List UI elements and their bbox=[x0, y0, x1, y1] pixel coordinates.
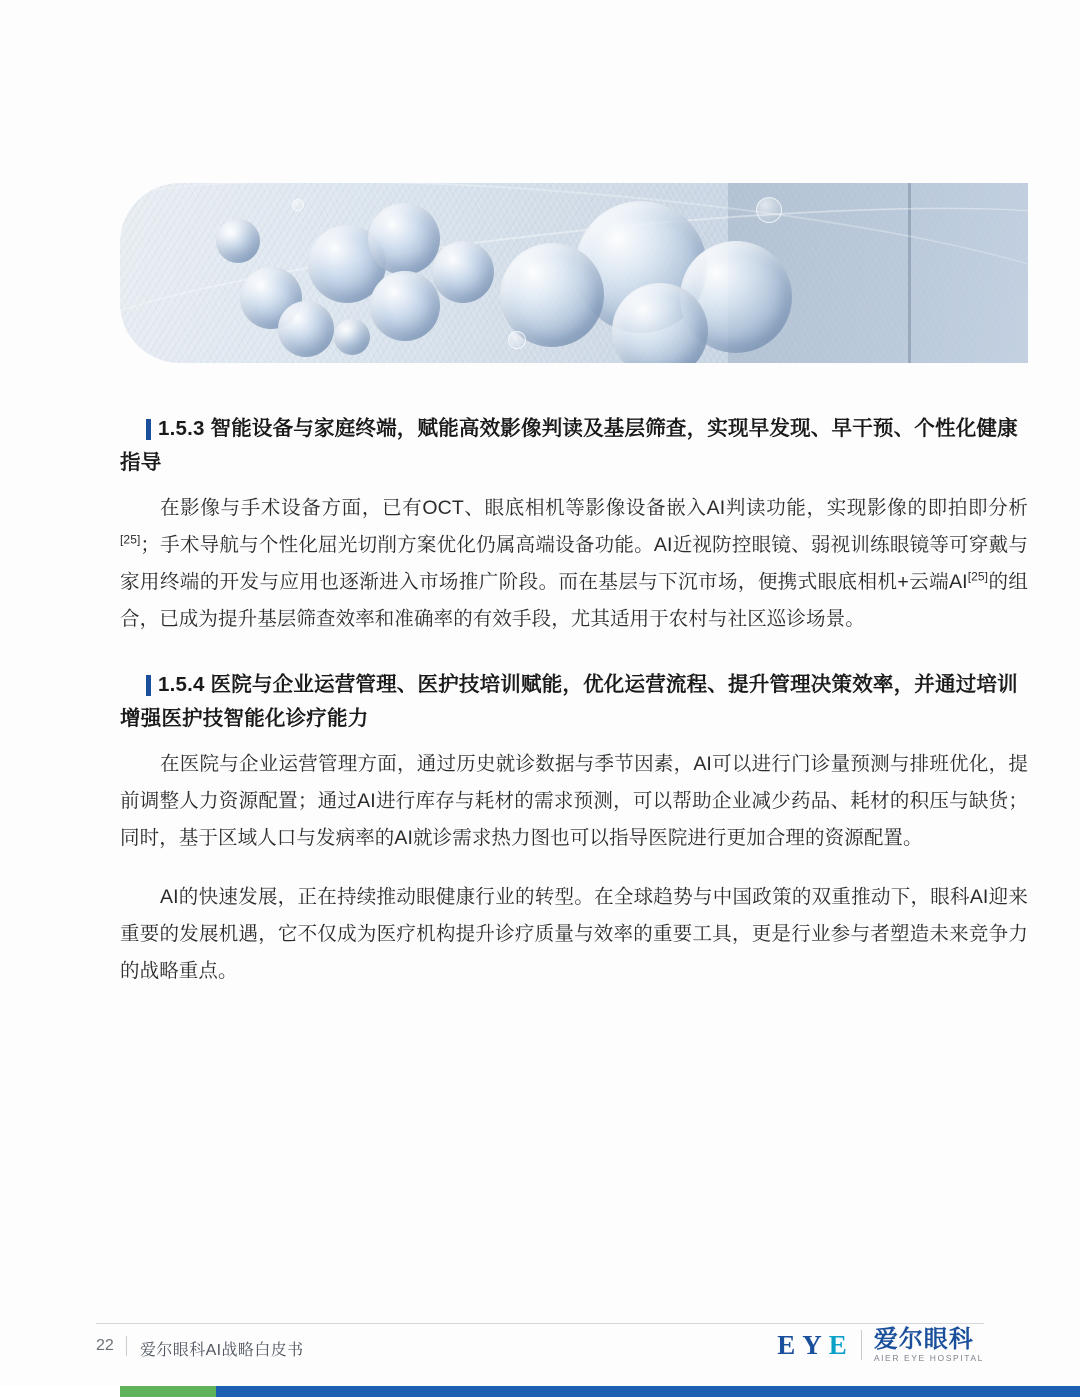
section-heading-1-5-3 bbox=[120, 412, 1028, 480]
body-content bbox=[120, 412, 1028, 990]
brand-letter-e1: E bbox=[777, 1329, 798, 1360]
heading-accent-bar bbox=[146, 419, 151, 440]
bubble-medium-3 bbox=[370, 271, 440, 341]
brand-name-block bbox=[874, 1327, 984, 1363]
brand-name-en: AIER EYE HOSPITAL bbox=[873, 1353, 984, 1364]
brand-name-cn: 爱尔眼科 bbox=[873, 1326, 974, 1353]
brand-divider bbox=[861, 1330, 862, 1360]
bubble-glint-3 bbox=[292, 199, 304, 211]
reference-marker: [25] bbox=[120, 532, 141, 547]
section-heading-1-5-4 bbox=[120, 668, 1028, 736]
footer-divider bbox=[96, 1323, 984, 1324]
hero-banner-image bbox=[120, 183, 1028, 363]
section-heading-1-5-4-text: 1.5.4 医院与企业运营管理、医护技培训赋能，优化运营流程、提升管理决策效率，并通过培训增强医护技智能化诊疗能力 bbox=[120, 673, 1018, 730]
bubble-small-2 bbox=[334, 319, 370, 355]
footer-document-title: 爱尔眼科AI战略白皮书 bbox=[140, 1342, 304, 1359]
bubble-glint-1 bbox=[756, 197, 782, 223]
section-heading-1-5-3-text: 1.5.3 智能设备与家庭终端，赋能高效影像判读及基层筛查，实现早发现、早干预、个性化健康指导 bbox=[120, 417, 1018, 474]
brand-letter-e2: E bbox=[828, 1329, 849, 1360]
footer-bar-green bbox=[120, 1386, 216, 1397]
brand-logo-letters bbox=[777, 1330, 849, 1361]
brand-logo bbox=[777, 1327, 984, 1363]
page-number: 22 bbox=[96, 1337, 114, 1354]
paragraph-1-5-3-1: 在影像与手术设备方面，已有OCT、眼底相机等影像设备嵌入AI判读功能，实现影像的即拍即分析[25]；手术导航与个性化屈光切削方案优化仍属高端设备功能。AI近视防控眼镜、弱视训练眼镜等可穿戴与家用终端的开发与应用也逐渐进入市场推广阶段。而在基层与下沉市场，便携式眼底相机+云端AI[25]的组合，已成为提升基层筛查效率和准确率的有效手段，尤其适用于农村与社区巡诊场景。 bbox=[120, 497, 1028, 630]
bubble-medium-2 bbox=[368, 203, 440, 275]
bubble-small-1 bbox=[216, 219, 260, 263]
paragraph-1-5-4-1: 在医院与企业运营管理方面，通过历史就诊数据与季节因素，AI可以进行门诊量预测与排班优化，提前调整人力资源配置；通过AI进行库存与耗材的需求预测，可以帮助企业减少药品、耗材的积压与缺货；同时，基于区域人口与发病率的AI就诊需求热力图也可以指导医院进行更加合理的资源配置。 bbox=[120, 753, 1028, 849]
footer-separator bbox=[126, 1336, 127, 1356]
reference-marker: [25] bbox=[967, 569, 989, 584]
footer-bar-white bbox=[0, 1386, 120, 1397]
bubble-medium-5 bbox=[278, 301, 334, 357]
heading-accent-bar bbox=[146, 675, 151, 696]
paragraph-1-5-4-2: AI的快速发展，正在持续推动眼健康行业的转型。在全球趋势与中国政策的双重推动下，眼科AI迎来重要的发展机遇，它不仅成为医疗机构提升诊疗质量与效率的重要工具，更是行业参与者塑造未来竞争力的战略重点。 bbox=[120, 886, 1028, 982]
bubble-medium-6 bbox=[432, 241, 494, 303]
brand-letter-y: Y bbox=[802, 1329, 824, 1360]
footer-color-bars bbox=[0, 1386, 1080, 1397]
page-footer bbox=[0, 1323, 1080, 1397]
footer-bar-blue bbox=[216, 1386, 1080, 1397]
bubble-glint-2 bbox=[508, 331, 526, 349]
